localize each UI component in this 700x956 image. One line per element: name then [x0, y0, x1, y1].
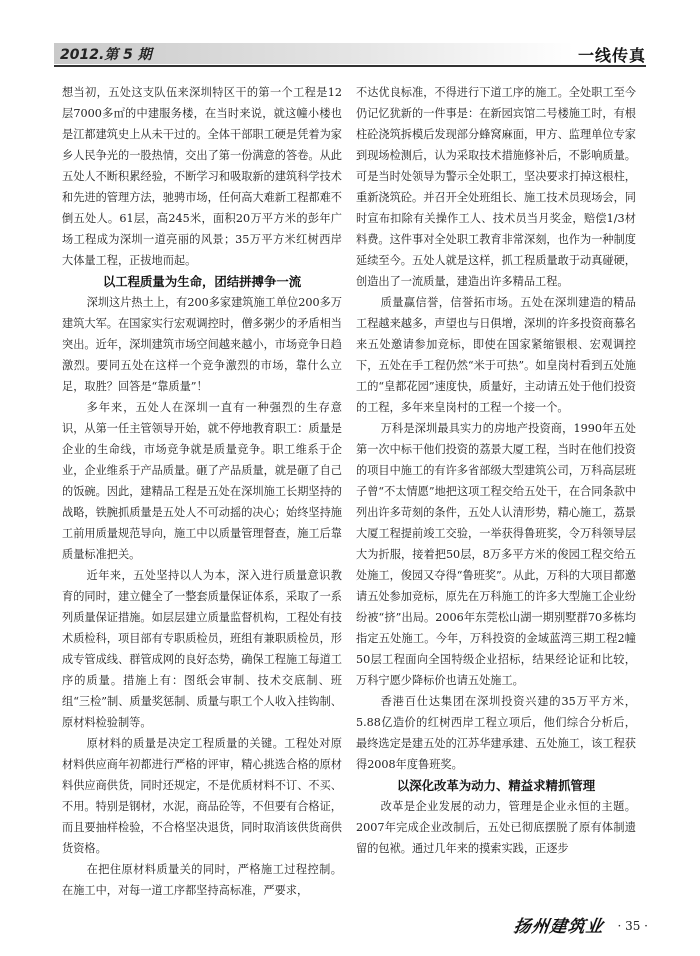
body-paragraph: 质量赢信誉，信誉拓市场。五处在深圳建造的精品工程越来越多，声望也与日俱增，深圳的许多投资商慕名来五处邀请参加竞标，即使在国家紧缩银根、宏观调控下，五处在手工程仍然“米于可热”。如皇岗村看到五处施工的“皇都花园”速度快，质量好，主动请五处于他们投资的工程，多年来皇岗村的工程一个接一个。: [356, 296, 636, 414]
magazine-logo: 扬州建筑业: [512, 917, 606, 937]
body-paragraph: 不达优良标准，不得进行下道工序的施工。全处职工至今仍记忆犹新的一件事是：在新园宾馆二号楼施工时，有根柱砼浇筑拆模后发现部分蜂窝麻面，甲方、监理单位专家到现场检测后，认为采取技术措施修补后，不影响质量。可是当时处领导为警示全处职工，坚决要求打掉这根柱，重新浇筑砼。并召开全处班组长、施工技术员现场会，同时宣布扣除有关操作工人、技术员当月奖金，赔偿1/3材料费。这件事对全处职工教育非常深刻，也作为一种制度延续至今。五处人就是这样，抓工程质量敢于动真碰硬，创造出了一流质量，建造出许多精品工程。: [356, 86, 636, 288]
body-paragraph: 想当初，五处这支队伍来深圳特区干的第一个工程是12层7000多㎡的中建服务楼，在当时来说，就这幢小楼也是江都建筑史上从未干过的。全体干部职工硬是凭着为家乡人民争光的一股热情，交出了第一份满意的答卷。从此五处人不断积累经验，不断学习和吸取新的建筑科学技术和先进的管理方法，驰骋市场，任何高大难新工程都难不倒五处人。61层，高245米，面积20万平方米的彭年广场工程成为深圳一道亮丽的风景；35万平方米红树西岸大体量工程，正拔地而起。: [62, 86, 342, 267]
page-header: [54, 43, 646, 65]
body-paragraph: 万科是深圳最具实力的房地产投资商，1990年五处第一次中标干他们投资的荔景大厦工程，当时在他们投资的项目中施工的有许多省部级大型建筑公司，万科高层班子曾“不太情愿”地把这项工程交给五处干，在合同条款中列出许多苛刻的条件，五处人认清形势，精心施工，荔景大厦工程提前竣工交验，一举获得鲁班奖，令万科领导层大为折服，接着把50层，8万多平方米的俊园工程交给五处施工，俊园又夺得“鲁班奖”。从此，万科的大项目都邀请五处参加竞标，原先在万科施工的许多大型施工企业纷纷被“挤”出局。2006年东莞松山湖一期别墅群70多栋均指定五处施工。今年，万科投资的金域蓝湾三期工程2幢50层工程面向全国特级企业招标，结果经论证和比较，万科宁愿少降标价也请五处施工。: [356, 422, 636, 687]
body-paragraph: 改革是企业发展的动力，管理是企业永恒的主题。2007年完成企业改制后，五处已彻底摆脱了原有体制遗留的包袱。通过几年来的摸索实践，正逐步: [356, 800, 636, 855]
section-heading: 以深化改革为动力、精益求精抓管理: [396, 778, 596, 793]
issue-label: 2012.第 5 期: [60, 47, 152, 63]
section-heading: 以工程质量为生命，团结拼搏争一流: [102, 274, 302, 289]
body-paragraph: 原材料的质量是决定工程质量的关键。工程处对原材料供应商年初都进行严格的评审，精心挑选合格的原材料供应商供货，同时还规定，不是优质材料不订、不买、不用。特别是钢材，水泥，商品砼等，不但要有合格证，而且要抽样检验，不合格坚决退货，同时取消该供货商供货资格。: [62, 737, 342, 855]
body-paragraph: 在把住原材料质量关的同时，严格施工过程控制。在施工中，对每一道工序都坚持高标准，严要求，: [62, 863, 342, 897]
left-column: [62, 82, 342, 901]
body-paragraph: 近年来，五处坚持以人为本，深入进行质量意识教育的同时，建立健全了一整套质量保证体系，采取了一系列质量保证措施。如层层建立质量监督机构，工程处有技术质检科，项目部有专职质检员，班组有兼职质检员，形成专管成线、群管成网的良好态势，确保工程施工每道工序的质量。措施上有：图纸会审制、技术交底制、班组“三检”制、质量奖惩制、质量与职工个人收入挂钩制、原材料检验制等。: [62, 569, 342, 729]
section-title: 一线传真: [577, 46, 646, 65]
body-paragraph: 多年来，五处人在深圳一直有一种强烈的生存意识，从第一任主管领导开始，就不停地教育职工：质量是企业的生命线，市场竞争就是质量竞争。职工维系于企业，企业维系于产品质量。砸了产品质量，就是砸了自己的饭碗。因此，建精品工程是五处在深圳施工长期坚持的战略，铁腕抓质量是五处人不可动摇的决心；始终坚持施工前用质量规范导向，施工中以质量管理督查，施工后靠质量标准把关。: [62, 401, 342, 561]
page-number: · 35 ·: [617, 919, 648, 933]
body-paragraph: 深圳这片热土上，有200多家建筑施工单位200多万建筑大军。在国家实行宏观调控时，僧多粥少的矛盾相当突出。近年，深圳建筑市场空间越来越小，市场竞争日趋激烈。要同五处在这样一个竞争激烈的市场，靠什么立足，取胜？回答是“靠质量”！: [62, 296, 342, 393]
right-column: [356, 82, 636, 859]
header-rule: [54, 65, 646, 67]
body-paragraph: 香港百仕达集团在深圳投资兴建的35万平方米，5.88亿造价的红树西岸工程立项后，他们综合分析后，最终选定是建五处的江苏华建承建、五处施工，该工程获得2008年度鲁班奖。: [356, 695, 636, 771]
page-footer: [512, 912, 648, 937]
